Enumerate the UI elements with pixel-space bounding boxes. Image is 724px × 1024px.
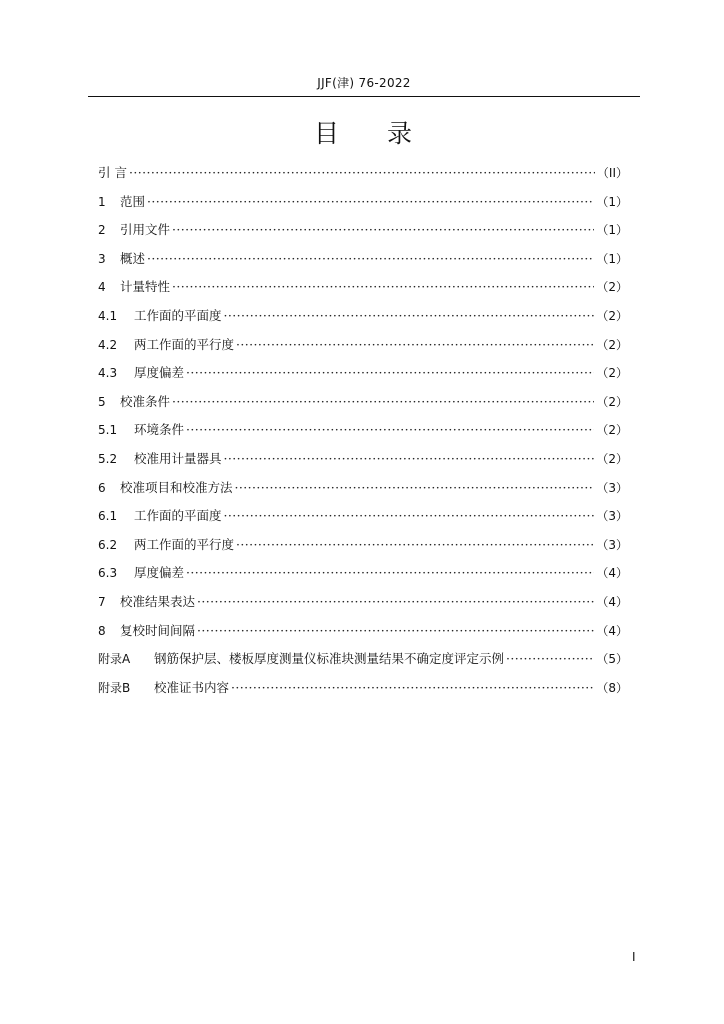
toc-entry[interactable] (98, 617, 628, 646)
toc-entry-title: 范围 (120, 193, 146, 209)
toc-entry-number: 2 (98, 223, 106, 238)
toc-entry-title: 两工作面的平行度 (134, 336, 235, 352)
toc-entry-number: 8 (98, 623, 106, 638)
toc-leader-dots (506, 645, 594, 674)
toc-entry-number: 7 (98, 594, 106, 609)
toc-entry-number: 附录A (98, 652, 131, 667)
toc-entry-number: 附录B (98, 680, 131, 695)
toc-entry-title: 工作面的平面度 (134, 307, 222, 323)
toc-entry-number: 6.1 (98, 509, 118, 524)
toc-entry-page: （3） (596, 537, 628, 552)
toc-entry-page: （4） (596, 623, 628, 638)
toc-entry-page: （2） (596, 394, 628, 409)
toc-entry[interactable] (98, 273, 628, 302)
toc-leader-dots (186, 359, 594, 388)
toc-entry-title: 引用文件 (120, 222, 171, 238)
toc-entry[interactable] (98, 445, 628, 474)
toc-leader-dots (224, 445, 595, 474)
toc-entry-number: 4.3 (98, 366, 118, 381)
toc-entry-number: 5.1 (98, 423, 118, 438)
toc-entry-page: （2） (596, 366, 628, 381)
toc-leader-dots (172, 388, 594, 417)
toc-entry[interactable] (98, 302, 628, 331)
toc-leader-dots (186, 559, 594, 588)
toc-entry-number: 4.2 (98, 337, 118, 352)
toc-entry-number: 5.2 (98, 451, 118, 466)
title-char-1: 目 (313, 119, 341, 148)
toc-entry-title: 计量特性 (120, 279, 171, 295)
toc-entry-number: 6.2 (98, 537, 118, 552)
toc-entry-title: 引 言 (98, 165, 127, 180)
toc-entry-page: （1） (596, 194, 628, 209)
toc-entry-title: 环境条件 (134, 422, 185, 438)
toc-entry-page: （2） (596, 451, 628, 466)
toc-entry-number: 1 (98, 194, 106, 209)
toc-entry[interactable] (98, 474, 628, 503)
toc-entry-title: 两工作面的平行度 (134, 536, 235, 552)
toc-entry-number: 6.3 (98, 566, 118, 581)
toc-entry[interactable] (98, 674, 628, 703)
table-of-contents (98, 159, 628, 702)
toc-entry-page: （3） (596, 480, 628, 495)
toc-entry-page: （3） (596, 509, 628, 524)
toc-leader-dots (224, 502, 595, 531)
toc-entry-number: 3 (98, 251, 106, 266)
toc-entry-title: 校准用计量器具 (134, 450, 222, 466)
toc-leader-dots (147, 245, 594, 274)
toc-leader-dots (231, 674, 594, 703)
page-title (88, 114, 640, 150)
toc-leader-dots (197, 588, 594, 617)
toc-entry[interactable] (98, 331, 628, 360)
page-number: I (632, 950, 636, 964)
toc-entry-page: （2） (596, 337, 628, 352)
toc-entry-title: 钢筋保护层、楼板厚度测量仪标准块测量结果不确定度评定示例 (154, 651, 505, 667)
toc-entry[interactable] (98, 216, 628, 245)
toc-entry-page: （4） (596, 566, 628, 581)
toc-leader-dots (236, 331, 594, 360)
toc-leader-dots (186, 416, 594, 445)
toc-entry[interactable] (98, 159, 628, 188)
toc-entry-title: 厚度偏差 (134, 565, 185, 581)
toc-entry[interactable] (98, 359, 628, 388)
toc-entry-page: （1） (596, 223, 628, 238)
toc-entry-title: 校准项目和校准方法 (120, 479, 233, 495)
toc-entry[interactable] (98, 559, 628, 588)
toc-leader-dots (197, 617, 594, 646)
toc-entry[interactable] (98, 645, 628, 674)
toc-entry-page: （8） (596, 680, 628, 695)
toc-leader-dots (236, 531, 594, 560)
toc-entry-title: 校准结果表达 (120, 593, 196, 609)
toc-entry[interactable] (98, 388, 628, 417)
header-rule (88, 96, 640, 97)
toc-entry-page: （1） (596, 251, 628, 266)
toc-leader-dots (147, 188, 594, 217)
toc-leader-dots (172, 216, 594, 245)
toc-leader-dots (129, 159, 595, 188)
toc-entry-number: 4.1 (98, 308, 118, 323)
toc-entry[interactable] (98, 188, 628, 217)
toc-entry-page: （2） (596, 308, 628, 323)
toc-entry-number: 6 (98, 480, 106, 495)
running-header: JJF(津) 76-2022 (317, 76, 411, 90)
toc-entry-number: 5 (98, 394, 106, 409)
toc-entry-title: 校准证书内容 (154, 679, 230, 695)
toc-entry[interactable] (98, 416, 628, 445)
toc-entry-title: 工作面的平面度 (134, 508, 222, 524)
toc-entry-page: （5） (596, 652, 628, 667)
toc-entry[interactable] (98, 502, 628, 531)
toc-entry[interactable] (98, 531, 628, 560)
toc-entry-title: 概述 (120, 250, 146, 266)
toc-entry[interactable] (98, 588, 628, 617)
toc-leader-dots (172, 273, 594, 302)
toc-entry[interactable] (98, 245, 628, 274)
toc-entry-title: 复校时间间隔 (120, 622, 196, 638)
toc-entry-number: 4 (98, 280, 106, 295)
toc-leader-dots (235, 474, 595, 503)
title-char-2: 录 (387, 119, 415, 148)
toc-entry-title: 厚度偏差 (134, 365, 185, 381)
toc-entry-page: （4） (596, 594, 628, 609)
toc-entry-title: 校准条件 (120, 393, 171, 409)
toc-entry-page: （2） (596, 423, 628, 438)
toc-entry-page: （II） (596, 166, 628, 180)
toc-entry-page: （2） (596, 280, 628, 295)
toc-leader-dots (224, 302, 595, 331)
